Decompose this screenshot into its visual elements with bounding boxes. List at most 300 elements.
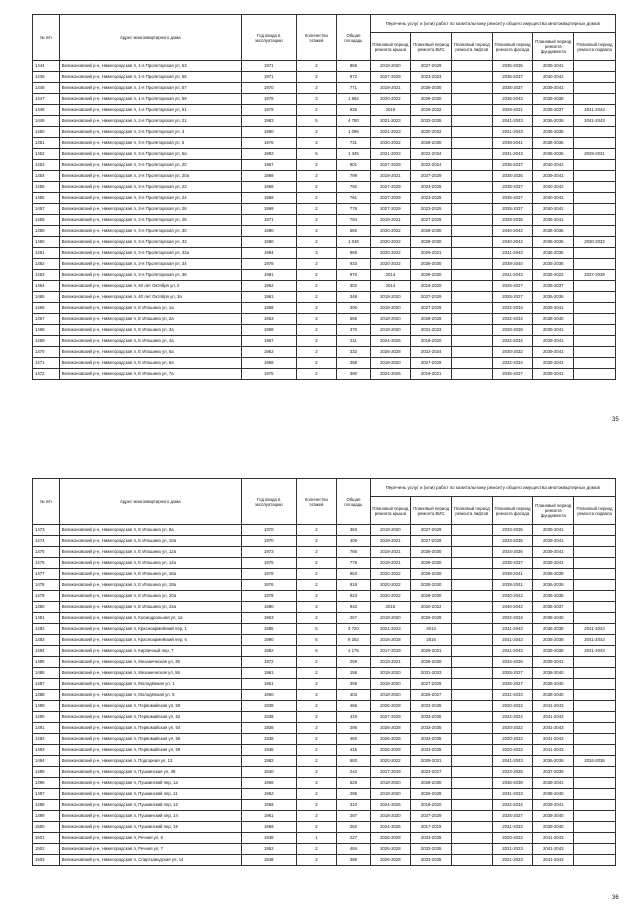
- col-basement-header: Плановый период ремонта подвала: [574, 33, 616, 61]
- table-row: [33, 778, 616, 789]
- cell-roof: 2020-2022: [370, 259, 411, 270]
- cell-foundation: 2039-2041: [533, 558, 574, 569]
- cell-facade: 2041-2043: [492, 635, 533, 646]
- cell-roof: 2018-2020: [370, 303, 411, 314]
- cell-vis: 2027-2029: [411, 358, 452, 369]
- cell-address: Великоновский р-н, Нижегородская п, Молодёжная ул, 5: [59, 690, 241, 701]
- cell-basement: [574, 314, 616, 325]
- cell-foundation: 2035-2022: [533, 270, 574, 281]
- table-row: [33, 734, 616, 745]
- cell-basement: [574, 778, 616, 789]
- cell-year: 1973: [241, 547, 296, 558]
- cell-year: 1990: [241, 635, 296, 646]
- cell-year: 1975: [241, 558, 296, 569]
- cell-lift: [451, 72, 492, 83]
- cell-vis: 2026-2028: [411, 613, 452, 624]
- cell-foundation: 2039-2041: [533, 358, 574, 369]
- cell-vis: 2033-2035: [411, 734, 452, 745]
- cell-floors: 2: [296, 668, 337, 679]
- cell-lift: [451, 646, 492, 657]
- table-row: [33, 602, 616, 613]
- cell-basement: [574, 536, 616, 547]
- cell-num: 1453: [33, 160, 60, 171]
- cell-basement: [574, 833, 616, 844]
- cell-roof: 2027-2029: [370, 182, 411, 193]
- table-row: [33, 844, 616, 855]
- cell-num: 1455: [33, 182, 60, 193]
- cell-facade: 2041-2043: [492, 127, 533, 138]
- cell-num: 1500: [33, 822, 60, 833]
- cell-facade: 2041-2043: [492, 270, 533, 281]
- cell-floors: 2: [296, 105, 337, 116]
- cell-vis: 2023-2027: [411, 767, 452, 778]
- cell-roof: 2018-2020: [370, 292, 411, 303]
- table-row: [33, 248, 616, 259]
- cell-num: 1464: [33, 281, 60, 292]
- cell-num: 1501: [33, 833, 60, 844]
- cell-floors: 2: [296, 259, 337, 270]
- cell-num: 1468: [33, 325, 60, 336]
- table-row: [33, 105, 616, 116]
- cell-basement: [574, 226, 616, 237]
- cell-facade: 2025-2027: [492, 679, 533, 690]
- cell-roof: 2021-2023: [370, 149, 411, 160]
- cell-address: Великоновский р-н, Нижегородская п, Е Ипошина ул, 16а: [59, 569, 241, 580]
- cell-floors: 2: [296, 745, 337, 756]
- cell-floors: 2: [296, 778, 337, 789]
- cell-floors: 5: [296, 149, 337, 160]
- cell-facade: 2029-2031: [492, 105, 533, 116]
- cell-foundation: 2040-2042: [533, 193, 574, 204]
- cell-vis: 2018-2020: [411, 281, 452, 292]
- cell-lift: [451, 712, 492, 723]
- cell-floors: 2: [296, 547, 337, 558]
- cell-lift: [451, 624, 492, 635]
- cell-address: Великоновский р-н, Нижегородская п, 3-я Пролетарская ул, 3: [59, 127, 241, 138]
- cell-address: Великоновский р-н, Нижегородская п, 3-я Пролетарская ул, 22: [59, 182, 241, 193]
- cell-roof: 2020-2022: [370, 580, 411, 591]
- cell-vis: 2027-2029: [411, 303, 452, 314]
- cell-floors: 2: [296, 182, 337, 193]
- cell-area: 4 780: [337, 116, 370, 127]
- cell-num: 1445: [33, 72, 60, 83]
- cell-roof: 2024-2026: [370, 822, 411, 833]
- cell-foundation: 2036-2036: [533, 248, 574, 259]
- cell-lift: [451, 105, 492, 116]
- cell-foundation: 2035-2037: [533, 602, 574, 613]
- cell-num: 1470: [33, 347, 60, 358]
- cell-foundation: 2036-2038: [533, 624, 574, 635]
- cell-year: 1970: [241, 525, 296, 536]
- cell-basement: [574, 657, 616, 668]
- cell-foundation: 2041-2043: [533, 712, 574, 723]
- cell-area: 9 262: [337, 635, 370, 646]
- cell-year: 1969: [241, 193, 296, 204]
- cell-floors: 2: [296, 347, 337, 358]
- cell-lift: [451, 314, 492, 325]
- cell-vis: 2023-2023: [411, 72, 452, 83]
- cell-basement: [574, 347, 616, 358]
- table-row: [33, 701, 616, 712]
- cell-foundation: 2041-2043: [533, 833, 574, 844]
- cell-num: 1490: [33, 712, 60, 723]
- cell-address: Великоновский р-н, Нижегородская п, Красноармейский пер, 1: [59, 624, 241, 635]
- cell-area: 865: [337, 61, 370, 72]
- cell-facade: 2032-2034: [492, 613, 533, 624]
- cell-num: 1461: [33, 248, 60, 259]
- col-address-header: Адрес многоквартирного дома: [59, 15, 241, 61]
- cell-roof: 2014: [370, 281, 411, 292]
- cell-foundation: 2036-2038: [533, 116, 574, 127]
- cell-foundation: 2038-2040: [533, 811, 574, 822]
- cell-basement: [574, 259, 616, 270]
- cell-address: Великоновский р-н, Нижегородская п, 3-я Пролетарская ул, 32а: [59, 248, 241, 259]
- cell-year: 1968: [241, 182, 296, 193]
- cell-num: 1492: [33, 734, 60, 745]
- cell-floors: 2: [296, 580, 337, 591]
- cell-year: 1978: [241, 591, 296, 602]
- cell-address: Великоновский р-н, Нижегородская п, 1-я Пролетарская ул, 53: [59, 61, 241, 72]
- cell-foundation: 2039-2041: [533, 657, 574, 668]
- cell-year: 1969: [241, 204, 296, 215]
- cell-foundation: 2037-2039: [533, 767, 574, 778]
- cell-area: 389: [337, 855, 370, 866]
- cell-facade: 2041-2043: [492, 624, 533, 635]
- table-row: [33, 536, 616, 547]
- cell-floors: 2: [296, 525, 337, 536]
- cell-area: 403: [337, 690, 370, 701]
- cell-facade: 2033-2035: [492, 536, 533, 547]
- cell-foundation: 2039-2041: [533, 778, 574, 789]
- cell-address: Великоновский р-н, Нижегородская п, Молодёжная ул, 1: [59, 679, 241, 690]
- cell-roof: 2021-2023: [370, 127, 411, 138]
- cell-year: 1967: [241, 336, 296, 347]
- cell-basement: [574, 215, 616, 226]
- cell-year: 1978: [241, 259, 296, 270]
- cell-num: 1481: [33, 613, 60, 624]
- col-vis-header: Плановый период ремонта ВИС: [411, 33, 452, 61]
- cell-area: 406: [337, 536, 370, 547]
- cell-basement: 2041-2043: [574, 624, 616, 635]
- cell-num: 1485: [33, 657, 60, 668]
- cell-lift: [451, 193, 492, 204]
- cell-year: 1982: [241, 756, 296, 767]
- table-row: [33, 303, 616, 314]
- col-floors-header: Количество этажей: [296, 15, 337, 61]
- cell-year: 1958: [241, 325, 296, 336]
- cell-area: 285: [337, 789, 370, 800]
- cell-vis: 2023-2025: [411, 193, 452, 204]
- cell-facade: 2041-2043: [492, 756, 533, 767]
- cell-floors: 2: [296, 613, 337, 624]
- cell-floors: 2: [296, 855, 337, 866]
- cell-address: Великоновский р-н, Нижегородская п, 3-я Пролетарская ул, 26: [59, 204, 241, 215]
- table-row: [33, 635, 616, 646]
- col-basement-header: Плановый период ремонта подвала: [574, 497, 616, 525]
- cell-year: 1961: [241, 811, 296, 822]
- cell-num: 1449: [33, 116, 60, 127]
- cell-address: Великоновский р-н, Нижегородская п, 3-я Пролетарская ул, 20а: [59, 171, 241, 182]
- cell-floors: 2: [296, 767, 337, 778]
- cell-area: 766: [337, 547, 370, 558]
- table-row: [33, 204, 616, 215]
- cell-lift: [451, 767, 492, 778]
- cell-basement: 2037-2039: [574, 270, 616, 281]
- cell-area: 1 345: [337, 149, 370, 160]
- cell-area: 583: [337, 756, 370, 767]
- cell-floors: 2: [296, 270, 337, 281]
- cell-foundation: 2041-2043: [533, 855, 574, 866]
- cell-basement: 2041-2043: [574, 635, 616, 646]
- cell-foundation: 2038-2040: [533, 690, 574, 701]
- cell-foundation: 2036-2038: [533, 756, 574, 767]
- cell-roof: 2019-2020: [370, 61, 411, 72]
- cell-floors: 2: [296, 800, 337, 811]
- cell-lift: [451, 303, 492, 314]
- cell-lift: [451, 358, 492, 369]
- cell-facade: 2035-2035: [492, 61, 533, 72]
- cell-foundation: 2040-2042: [533, 160, 574, 171]
- cell-basement: [574, 712, 616, 723]
- cell-area: 799: [337, 171, 370, 182]
- cell-roof: 2018-2020: [370, 789, 411, 800]
- cell-num: 1474: [33, 536, 60, 547]
- cell-facade: 2035-2037: [492, 182, 533, 193]
- cell-address: Великоновский р-н, Нижегородская п, Е Ипошина ул, 20а: [59, 591, 241, 602]
- cell-address: Великоновский р-н, Нижегородская п, Е Ипошина ул, 22а: [59, 602, 241, 613]
- cell-address: Великоновский р-н, Нижегородская п, 3-я Пролетарская ул, 20: [59, 160, 241, 171]
- table-row: [33, 569, 616, 580]
- cell-floors: 2: [296, 369, 337, 380]
- cell-foundation: 2039-2041: [533, 303, 574, 314]
- cell-num: 1493: [33, 745, 60, 756]
- cell-year: 1978: [241, 94, 296, 105]
- cell-num: 1497: [33, 789, 60, 800]
- cell-area: 398: [337, 679, 370, 690]
- cell-foundation: 2039-2041: [533, 536, 574, 547]
- cell-year: 1984: [241, 248, 296, 259]
- cell-area: 310: [337, 800, 370, 811]
- cell-roof: 2018-2020: [370, 525, 411, 536]
- cell-area: 801: [337, 160, 370, 171]
- cell-area: 868: [337, 248, 370, 259]
- cell-vis: 2027-2029: [411, 525, 452, 536]
- cell-lift: [451, 547, 492, 558]
- cell-foundation: 2035-2036: [533, 292, 574, 303]
- cell-vis: 2033-2035: [411, 745, 452, 756]
- cell-floors: 2: [296, 292, 337, 303]
- cell-facade: 2025-2027: [492, 668, 533, 679]
- cell-year: 1962: [241, 281, 296, 292]
- cell-address: Великоновский р-н, Нижегородская п, Е Ипошина ул, 18а: [59, 580, 241, 591]
- table-row: [33, 336, 616, 347]
- cell-area: 761: [337, 193, 370, 204]
- cell-roof: 2016-2018: [370, 635, 411, 646]
- table-row: [33, 215, 616, 226]
- table-row: [33, 237, 616, 248]
- cell-facade: 2030-2032: [492, 347, 533, 358]
- cell-area: 460: [337, 734, 370, 745]
- cell-area: 853: [337, 569, 370, 580]
- cell-lift: [451, 679, 492, 690]
- table-row: [33, 325, 616, 336]
- cell-year: 1992: [241, 149, 296, 160]
- cell-facade: 2035-2037: [492, 83, 533, 94]
- cell-roof: 2021-2023: [370, 116, 411, 127]
- cell-facade: 2039-2040: [492, 259, 533, 270]
- cell-address: Великоновский р-н, Нижегородская п, 3-я Пролетарская ул, 28: [59, 215, 241, 226]
- cell-area: 1 862: [337, 94, 370, 105]
- cell-address: Великоновский р-н, Нижегородская п, Пушкинский пер, 11: [59, 789, 241, 800]
- cell-foundation: 2039-2041: [533, 325, 574, 336]
- cell-year: 1976: [241, 138, 296, 149]
- cell-vis: 2033-2035: [411, 701, 452, 712]
- cell-lift: [451, 369, 492, 380]
- cell-lift: [451, 525, 492, 536]
- cell-facade: 2029-2035: [492, 215, 533, 226]
- cell-roof: 2017-2019: [370, 767, 411, 778]
- cell-basement: [574, 325, 616, 336]
- cell-basement: [574, 822, 616, 833]
- cell-lift: [451, 756, 492, 767]
- table-row: [33, 745, 616, 756]
- cell-year: 1971: [241, 215, 296, 226]
- cell-roof: 2026-2028: [370, 745, 411, 756]
- table-row: [33, 314, 616, 325]
- cell-roof: 2026-2028: [370, 347, 411, 358]
- cell-year: 1969: [241, 171, 296, 182]
- cell-address: Великоновский р-н, Нижегородская п, Е Ипошина ул, 1а: [59, 303, 241, 314]
- cell-year: 1963: [241, 314, 296, 325]
- cell-facade: 2040-2042: [492, 237, 533, 248]
- cell-lift: [451, 789, 492, 800]
- cell-address: Великоновский р-н, Нижегородская п, Космодрольная ул, 1а: [59, 613, 241, 624]
- cell-vis: 2028-2030: [411, 83, 452, 94]
- cell-vis: 2030-2032: [411, 127, 452, 138]
- cell-roof: 2027-2029: [370, 193, 411, 204]
- cell-year: 1961: [241, 292, 296, 303]
- cell-area: 267: [337, 613, 370, 624]
- cell-area: 419: [337, 712, 370, 723]
- table-row: [33, 61, 616, 72]
- cell-roof: 2024-2026: [370, 800, 411, 811]
- cell-facade: 2036-2038: [492, 778, 533, 789]
- cell-area: 363: [337, 525, 370, 536]
- cell-roof: 2020-2022: [370, 569, 411, 580]
- cell-vis: 2020-2022: [411, 602, 452, 613]
- cell-floors: 2: [296, 591, 337, 602]
- works-group-header: Перечень услуг и (или) работ по капитальному ремонту общего имущества многоквартирных домов: [370, 15, 615, 33]
- cell-address: Великоновский р-н, Нижегородская п, Механическая ул, 56: [59, 668, 241, 679]
- cell-roof: 2020-2022: [370, 226, 411, 237]
- cell-foundation: 2036-2038: [533, 646, 574, 657]
- cell-roof: 2018-2020: [370, 668, 411, 679]
- cell-year: 1975: [241, 369, 296, 380]
- cell-floors: 2: [296, 734, 337, 745]
- cell-facade: 2039-2041: [492, 138, 533, 149]
- cell-vis: 2027-2029: [411, 679, 452, 690]
- cell-address: Великоновский р-н, Нижегородская п, Е Ипошина ул, 10а: [59, 536, 241, 547]
- cell-roof: 2027-2029: [370, 72, 411, 83]
- cell-facade: 2041-2043: [492, 646, 533, 657]
- cell-lift: [451, 811, 492, 822]
- cell-facade: 2035-2037: [492, 160, 533, 171]
- cell-area: 348: [337, 292, 370, 303]
- cell-area: 560: [337, 226, 370, 237]
- cell-year: 1967: [241, 160, 296, 171]
- cell-num: 1480: [33, 602, 60, 613]
- col-foundation-header: Плановый период ремонта фундамента: [533, 33, 574, 61]
- cell-basement: [574, 204, 616, 215]
- cell-facade: 2039-2041: [492, 580, 533, 591]
- page-number: 35: [612, 417, 619, 423]
- col-address-header: Адрес многоквартирного дома: [59, 479, 241, 525]
- cell-address: Великоновский р-н, Нижегородская п, 3-я Пролетарская ул, 5: [59, 138, 241, 149]
- cell-address: Великоновский р-н, Нижегородская п, Е Ипошина ул, 5а: [59, 347, 241, 358]
- cell-foundation: 2038-2040: [533, 789, 574, 800]
- cell-year: 1961: [241, 668, 296, 679]
- table-row: [33, 83, 616, 94]
- cell-facade: 2020-2022: [492, 723, 533, 734]
- col-facade-header: Плановый период ремонта фасада: [492, 33, 533, 61]
- cell-vis: 2027-2029: [411, 811, 452, 822]
- cell-area: 380: [337, 369, 370, 380]
- cell-basement: [574, 248, 616, 259]
- cell-basement: [574, 182, 616, 193]
- col-floors-header: Количество этажей: [296, 479, 337, 525]
- cell-year: 1979: [241, 105, 296, 116]
- table-row: [33, 281, 616, 292]
- cell-vis: 2025-2027: [411, 690, 452, 701]
- cell-year: 1948: [241, 855, 296, 866]
- cell-basement: [574, 336, 616, 347]
- cell-vis: 2033-2035: [411, 844, 452, 855]
- cell-num: 1463: [33, 270, 60, 281]
- cell-year: 1938: [241, 701, 296, 712]
- cell-num: 1458: [33, 215, 60, 226]
- cell-foundation: 2038-2040: [533, 613, 574, 624]
- cell-floors: 2: [296, 723, 337, 734]
- col-roof-header: Плановый период ремонта крыши: [370, 33, 411, 61]
- cell-floors: 1: [296, 833, 337, 844]
- cell-num: 1494: [33, 756, 60, 767]
- cell-basement: [574, 602, 616, 613]
- cell-vis: 2028-2030: [411, 94, 452, 105]
- cell-num: 1469: [33, 336, 60, 347]
- cell-vis: 2018-2020: [411, 336, 452, 347]
- col-area-header: Общая площадь: [337, 479, 370, 525]
- cell-foundation: 2041-2043: [533, 745, 574, 756]
- cell-floors: 2: [296, 558, 337, 569]
- cell-floors: 2: [296, 160, 337, 171]
- cell-vis: 2028-2030: [411, 547, 452, 558]
- cell-basement: [574, 844, 616, 855]
- cell-address: Великоновский р-н, Нижегородская п, Е Ипошина ул, 12а: [59, 547, 241, 558]
- cell-floors: 2: [296, 61, 337, 72]
- cell-foundation: 2036-2038: [533, 569, 574, 580]
- cell-year: 1980: [241, 127, 296, 138]
- cell-facade: 2021-2023: [492, 855, 533, 866]
- cell-area: 358: [337, 358, 370, 369]
- cell-roof: 2021-2023: [370, 624, 411, 635]
- cell-address: Великоновский р-н, Нижегородская п, Е Ипошина ул, 14а: [59, 558, 241, 569]
- cell-facade: 2032-2034: [492, 336, 533, 347]
- cell-year: 1961: [241, 679, 296, 690]
- cell-address: Великоновский р-н, Нижегородская п, 3-я Пролетарская ул, 30: [59, 226, 241, 237]
- table-row: [33, 547, 616, 558]
- cell-lift: [451, 116, 492, 127]
- cell-basement: [574, 723, 616, 734]
